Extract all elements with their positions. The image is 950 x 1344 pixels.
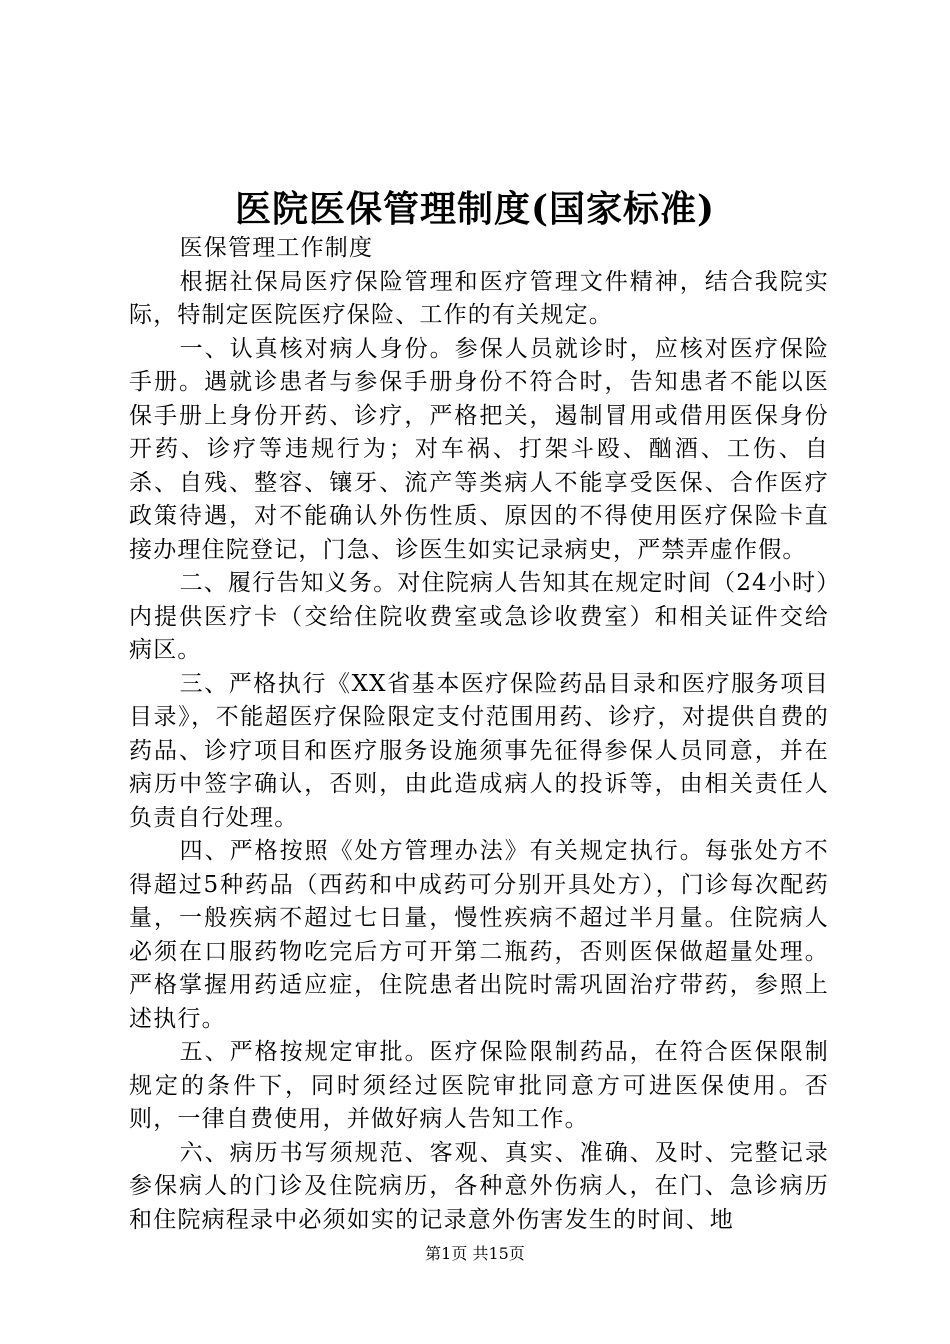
paragraph-4: 四、严格按照《处方管理办法》有关规定执行。每张处方不得超过5种药品（西药和中成药可分别开具处方），门诊每次配药量，一般疾病不超过七日量，慢性疾病不超过半月量。住院病人必须在口服药物吃完后方可开第二瓶药，否则医保做超量处理。严格掌握用药适应症，住院患者出院时需巩固治疗带药，参照上述执行。 [129, 838, 829, 1032]
paragraph-3: 三、严格执行《XX省基本医疗保险药品目录和医疗服务项目目录》，不能超医疗保险限定支付范围用药、诊疗，对提供自费的药品、诊疗项目和医疗服务设施须事先征得参保人员同意，并在病历中签字确认，否则，由此造成病人的投诉等，由相关责任人负责自行处理。 [129, 670, 829, 831]
paragraph-2: 二、履行告知义务。对住院病人告知其在规定时间（24小时）内提供医疗卡（交给住院收费室或急诊收费室）和相关证件交给病区。 [129, 570, 829, 663]
section-heading: 医保管理工作制度 [179, 235, 374, 261]
paragraph-5: 五、严格按规定审批。医疗保险限制药品，在符合医保限制规定的条件下，同时须经过医院审批同意方可进医保使用。否则，一律自费使用，并做好病人告知工作。 [129, 1039, 829, 1132]
paragraph-6: 六、病历书写须规范、客观、真实、准确、及时、完整记录参保病人的门诊及住院病历，各种意外伤病人，在门、急诊病历和住院病程录中必须如实的记录意外伤害发生的时间、地 [129, 1139, 829, 1233]
paragraph-intro: 根据社保局医疗保险管理和医疗管理文件精神，结合我院实际，特制定医院医疗保险、工作的有关规定。 [129, 268, 829, 328]
paragraph-1: 一、认真核对病人身份。参保人员就诊时，应核对医疗保险手册。遇就诊患者与参保手册身份不符合时，告知患者不能以医保手册上身份开药、诊疗，严格把关，遏制冒用或借用医保身份开药、诊疗等违规行为；对车祸、打架斗殴、酗酒、工伤、自杀、自残、整容、镶牙、流产等类病人不能享受医保、合作医疗政策待遇，对不能确认外伤性质、原因的不得使用医疗保险卡直接办理住院登记，门急、诊医生如实记录病史，严禁弄虚作假。 [129, 335, 829, 563]
document-body [129, 232, 829, 1237]
page-number: 第1页 共15页 [425, 1244, 525, 1263]
document-title: 医院医保管理制度(国家标准) [234, 188, 716, 230]
